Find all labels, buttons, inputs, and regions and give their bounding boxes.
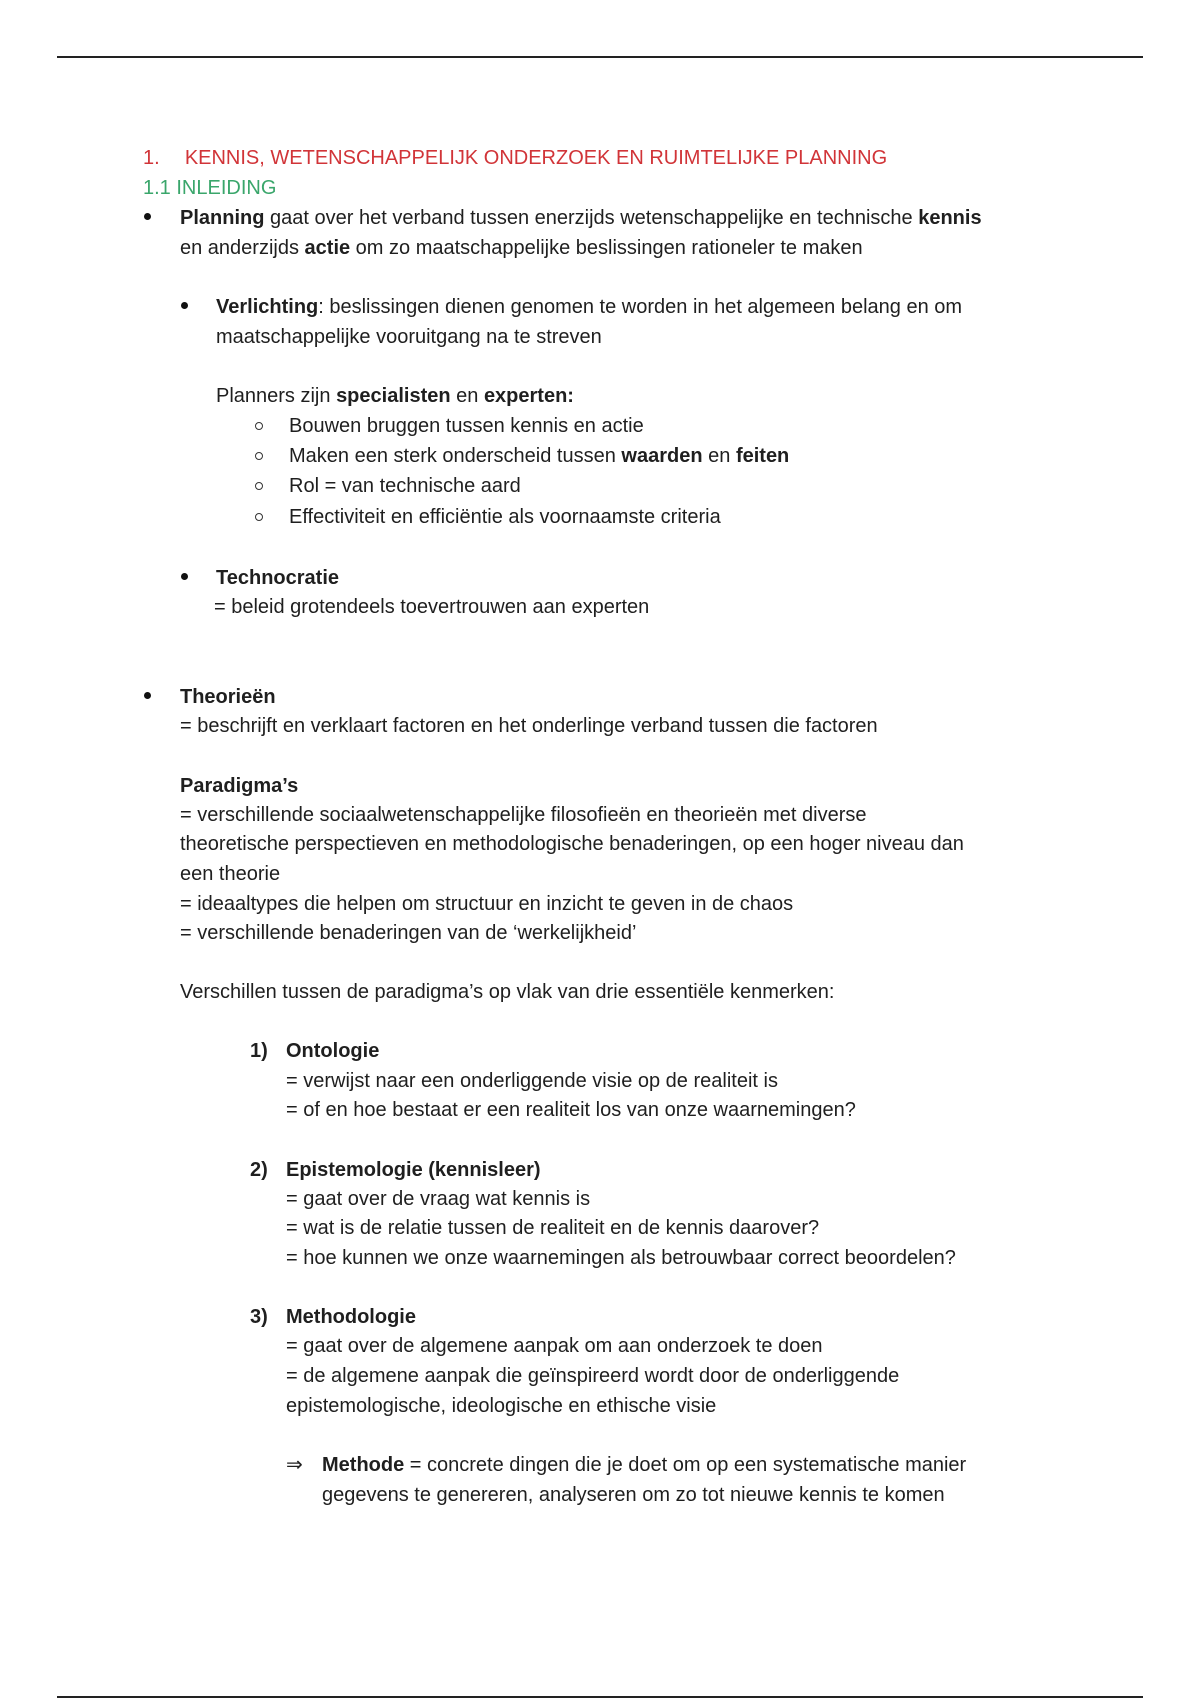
paradigmas-line: = verschillende benaderingen van de ‘werkelijkheid’ xyxy=(180,922,637,944)
waarden-term: waarden xyxy=(621,445,703,467)
verlichting-term: Verlichting xyxy=(216,296,319,318)
bullet-icon xyxy=(181,573,188,580)
methodologie-term: Methodologie xyxy=(286,1306,416,1328)
paradigmas-line: = ideaaltypes die helpen om structuur en inzicht te geven in de chaos xyxy=(180,893,794,915)
methodologie-title xyxy=(286,1302,416,1332)
kenmerk-line: = de algemene aanpak die geïnspireerd wordt door de onderliggende xyxy=(286,1365,900,1387)
kenmerk-number: 3) xyxy=(250,1306,268,1328)
methode-text: = concrete dingen die je doet om op een systematische manier xyxy=(404,1454,967,1476)
theorieen-definition: = beschrijft en verklaart factoren en het onderlinge verband tussen die factoren xyxy=(180,715,878,737)
kenmerk-line: = wat is de relatie tussen de realiteit en de kennis daarover? xyxy=(286,1217,820,1239)
bullet-icon xyxy=(181,302,188,309)
verlichting-text: : beslissingen dienen genomen te worden in het algemeen belang en om xyxy=(318,296,963,318)
circle-bullet-icon xyxy=(255,513,263,521)
circle-bullet-icon xyxy=(255,422,263,430)
technocratie-definition: = beleid grotendeels toevertrouwen aan experten xyxy=(214,596,650,618)
kenmerk-number: 2) xyxy=(250,1159,268,1181)
kenmerk-line: = gaat over de vraag wat kennis is xyxy=(286,1188,591,1210)
kenmerk-line: = gaat over de algemene aanpak om aan onderzoek te doen xyxy=(286,1335,823,1357)
paradigmas-intro: Verschillen tussen de paradigma’s op vlak van drie essentiële kenmerken: xyxy=(180,981,835,1003)
planners-text: Planners zijn xyxy=(216,385,337,407)
actie-term: actie xyxy=(304,237,351,259)
list-item: Effectiviteit en efficiëntie als voornaamste criteria xyxy=(289,506,721,528)
list-item xyxy=(289,441,789,471)
item-text: Maken een sterk onderscheid tussen xyxy=(289,445,622,467)
ontologie-title xyxy=(286,1036,379,1066)
ontologie-term: Ontologie xyxy=(286,1040,380,1062)
theorieen-term: Theorieën xyxy=(180,686,276,708)
planning-line-1 xyxy=(180,203,982,233)
paradigmas-term: Paradigma’s xyxy=(180,775,299,797)
kennis-term: kennis xyxy=(918,207,982,229)
section-heading xyxy=(143,143,887,173)
planners-intro xyxy=(216,381,574,411)
technocratie-term: Technocratie xyxy=(216,567,339,589)
kenmerk-line: = of en hoe bestaat er een realiteit los van onze waarnemingen? xyxy=(286,1099,856,1121)
top-rule xyxy=(57,56,1143,58)
kenmerk-number: 1) xyxy=(250,1040,268,1062)
kenmerk-line: = verwijst naar een onderliggende visie op de realiteit is xyxy=(286,1070,778,1092)
planning-text-2: en anderzijds xyxy=(180,237,305,259)
epistemologie-title xyxy=(286,1155,541,1185)
bullet-icon xyxy=(144,213,151,220)
item-en: en xyxy=(702,445,736,467)
planning-line-2 xyxy=(180,233,863,263)
methode-term: Methode xyxy=(322,1454,405,1476)
section-title: KENNIS, WETENSCHAPPELIJK ONDERZOEK EN RUIMTELIJKE PLANNING xyxy=(184,147,888,169)
technocratie-title xyxy=(216,563,339,593)
implies-arrow-icon: ⇒ xyxy=(286,1454,303,1476)
paradigmas-line: een theorie xyxy=(180,863,281,885)
experten-term: experten: xyxy=(483,385,574,407)
paradigmas-line: = verschillende sociaalwetenschappelijke filosofieën en theorieën met diverse xyxy=(180,804,867,826)
verlichting-line-2: maatschappelijke vooruitgang na te streven xyxy=(216,326,602,348)
kenmerk-line: = hoe kunnen we onze waarnemingen als betrouwbaar correct beoordelen? xyxy=(286,1247,956,1269)
methode-line-1 xyxy=(322,1450,966,1480)
planning-text-3: om zo maatschappelijke beslissingen rationeler te maken xyxy=(350,237,863,259)
list-item: Bouwen bruggen tussen kennis en actie xyxy=(289,415,644,437)
list-item: Rol = van technische aard xyxy=(289,475,521,497)
subsection-heading: 1.1 INLEIDING xyxy=(143,177,277,199)
section-number: 1. xyxy=(143,147,160,169)
circle-bullet-icon xyxy=(255,452,263,460)
theorieen-title xyxy=(180,682,276,712)
epistemologie-term: Epistemologie (kennisleer) xyxy=(286,1159,541,1181)
planning-term: Planning xyxy=(180,207,265,229)
bullet-icon xyxy=(144,692,151,699)
methode-line-2: gegevens te genereren, analyseren om zo tot nieuwe kennis te komen xyxy=(322,1484,945,1506)
verlichting-line-1 xyxy=(216,292,962,322)
planning-text: gaat over het verband tussen enerzijds wetenschappelijke en technische xyxy=(264,207,919,229)
paradigmas-line: theoretische perspectieven en methodologische benaderingen, op een hoger niveau dan xyxy=(180,833,964,855)
circle-bullet-icon xyxy=(255,482,263,490)
bottom-rule xyxy=(57,1696,1143,1698)
specialisten-term: specialisten xyxy=(336,385,451,407)
planners-en: en xyxy=(450,385,484,407)
paradigmas-title xyxy=(180,771,298,801)
kenmerk-line: epistemologische, ideologische en ethische visie xyxy=(286,1395,717,1417)
feiten-term: feiten xyxy=(735,445,790,467)
